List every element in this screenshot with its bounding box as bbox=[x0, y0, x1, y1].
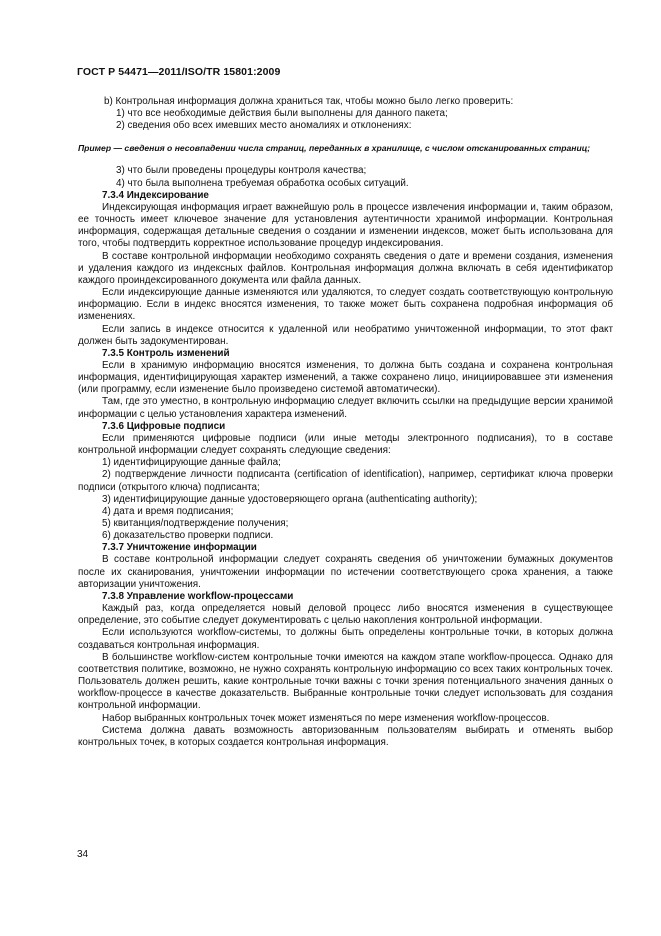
document-body bbox=[78, 96, 613, 749]
paragraph: Если применяются цифровые подписи (или иные методы электронного подписания), то в составе контрольной информации следует сохранять следующие сведения: bbox=[78, 432, 613, 457]
section-heading-7-3-5: 7.3.5 Контроль изменений bbox=[102, 347, 230, 359]
page-number: 34 bbox=[77, 849, 89, 860]
section-heading-7-3-6: 7.3.6 Цифровые подписи bbox=[102, 420, 226, 432]
list-item-4: 4) что была выполнена требуемая обработка особых ситуаций. bbox=[116, 177, 409, 189]
paragraph: Если в хранимую информацию вносятся изменения, то должна быть создана и сохранена контрольная информация, идентифицирующая характер изменений, а также сохранено лицо, инициировавшее эти изменения (или программу, если изменение было произведено системой автоматически). bbox=[78, 359, 613, 396]
running-header: ГОСТ Р 54471—2011/ISO/TR 15801:2009 bbox=[77, 66, 281, 78]
list-item-b: b) Контрольная информация должна храниться так, чтобы можно было легко проверить: bbox=[104, 96, 514, 107]
paragraph: В составе контрольной информации необходимо сохранять сведения о дате и времени создания, изменения и удаления каждого из индексных файлов. Контрольная информация должна включать в себя идентификатор каждого проиндексированного документа или файла данных. bbox=[78, 250, 613, 286]
paragraph: Каждый раз, когда определяется новый деловой процесс либо вносятся изменения в существующее определение, это событие следует документировать с целью накопления контрольной информации. bbox=[78, 603, 613, 627]
paragraph: Если индексирующие данные изменяются или удаляются, то следует создать соответствующую контрольную информацию. Если в индекс вносятся изменения, то также может быть сохранена подробная информация об изменениях. bbox=[78, 287, 613, 323]
paragraph: В составе контрольной информации следует сохранять сведения об уничтожении бумажных документов после их сканирования, уничтожении информации по истечении соответствующего срока хранения, а также авторизации уничтожения. bbox=[78, 554, 613, 590]
list-item-3: 3) что были проведены процедуры контроля качества; bbox=[116, 165, 367, 177]
list-item-1: 1) что все необходимые действия были выполнены для данного пакета; bbox=[116, 108, 448, 120]
list-item: 2) подтверждение личности подписанта (certification of identification), например, сертификат ключа проверки подписи (открытого ключа) подписанта; bbox=[78, 469, 613, 493]
example-note: Пример — сведения о несовпадении числа страниц, переданных в хранилище, с числом отсканированных страниц; bbox=[78, 143, 591, 154]
paragraph: Набор выбранных контрольных точек может изменяться по мере изменения workflow-процессов. bbox=[102, 712, 550, 724]
section-heading-7-3-7: 7.3.7 Уничтожение информации bbox=[102, 542, 257, 554]
paragraph: Если используются workflow-системы, то должны быть определены контрольные точки, в которых должна создаваться контрольная информация. bbox=[78, 627, 613, 651]
list-item: 5) квитанция/подтверждение получения; bbox=[102, 518, 289, 529]
section-heading-7-3-4: 7.3.4 Индексирование bbox=[102, 189, 209, 201]
paragraph: Там, где это уместно, в контрольную информацию следует включить ссылки на предыдущие версии хранимой информации с целью установления характера изменений. bbox=[78, 396, 613, 420]
paragraph: Индексирующая информация играет важнейшую роль в процессе извлечения информации и, таким образом, ее точность имеет ключевое значение для установления аутентичности хранимой информации. Контрольная информация, содержащая детальные сведения о создании и изменении индексов, может быть использована для того, чтобы подтвердить корректное использование процедур индексирования. bbox=[78, 201, 613, 250]
paragraph: В большинстве workflow-систем контрольные точки имеются на каждом этапе workflow-процесса. Однако для соответствия политике, возможно, не нужно сохранять контрольную информацию со всех таких контрольных точек. Пользователь должен решить, какие контрольные точки важны с точки зрения потенциального значения данных о workflow-процессе в качестве доказательств. Выбранные контрольные точки следует использовать для создания контрольной информации. bbox=[78, 651, 613, 712]
list-item-2: 2) сведения обо всех имевших место аномалиях и отклонениях: bbox=[116, 120, 412, 132]
paragraph: Если запись в индексе относится к удаленной или необратимо уничтоженной информации, то этот факт должен быть задокументирован. bbox=[78, 323, 613, 347]
list-item: 6) доказательство проверки подписи. bbox=[102, 530, 274, 542]
section-heading-7-3-8: 7.3.8 Управление workflow-процессами bbox=[102, 590, 294, 602]
list-item: 1) идентифицирующие данные файла; bbox=[102, 457, 281, 469]
list-item: 3) идентифицирующие данные удостоверяющего органа (authenticating authority); bbox=[102, 493, 478, 505]
paragraph: Система должна давать возможность авторизованным пользователям выбирать и отменять выбор контрольных точек, в которых создается контрольная информация. bbox=[78, 724, 613, 748]
list-item: 4) дата и время подписания; bbox=[102, 505, 234, 517]
